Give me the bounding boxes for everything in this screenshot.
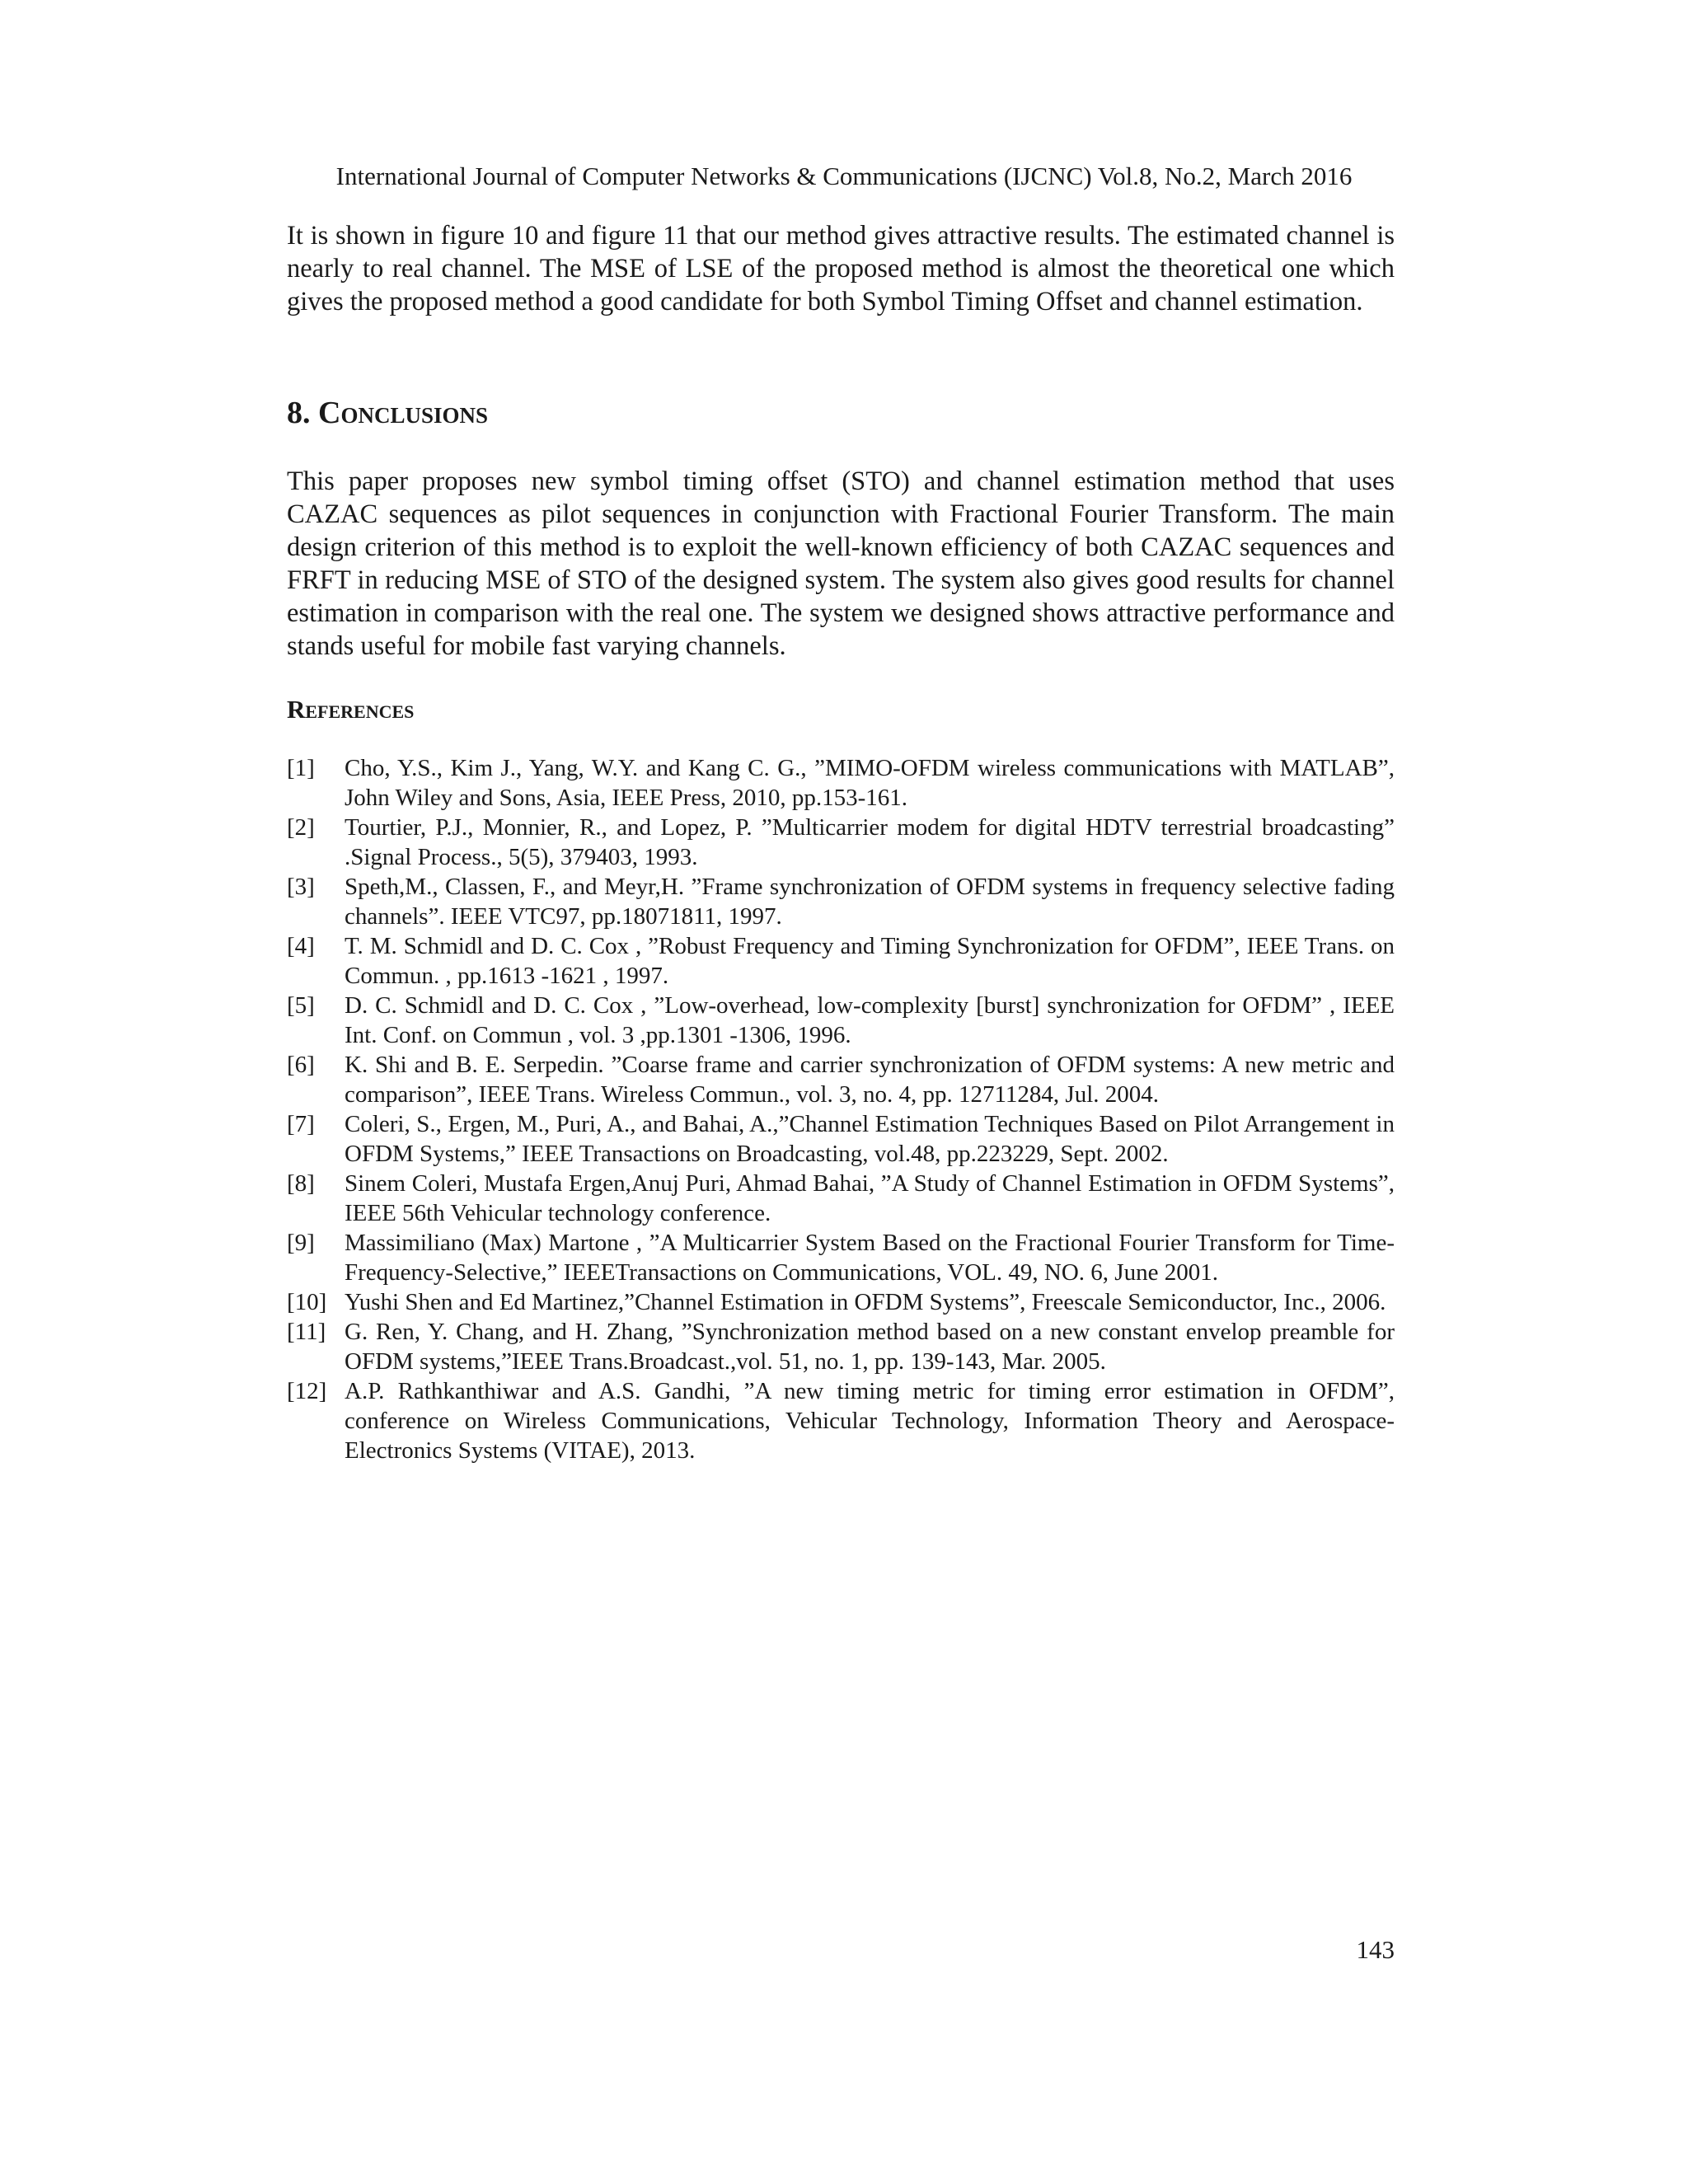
reference-item bbox=[287, 1287, 1395, 1317]
reference-number: [11] bbox=[287, 1319, 326, 1345]
reference-text: T. M. Schmidl and D. C. Cox , ”Robust Frequency and Timing Synchronization for OFDM”, IEEE Trans. on Commun. , pp.1613 -1621 , 1997. bbox=[345, 933, 1395, 989]
reference-text: K. Shi and B. E. Serpedin. ”Coarse frame and carrier synchronization of OFDM systems: A new metric and comparison”, IEEE Trans. Wireless Commun., vol. 3, no. 4, pp. 12711284, Jul. 2004. bbox=[345, 1052, 1395, 1108]
reference-item bbox=[287, 813, 1395, 872]
reference-item bbox=[287, 931, 1395, 991]
conclusions-heading: 8. Conclusions bbox=[287, 396, 488, 430]
reference-item bbox=[287, 1050, 1395, 1109]
conclusions-paragraph: This paper proposes new symbol timing offset (STO) and channel estimation method that uses CAZAC sequences as pilot sequences in conjunction with Fractional Fourier Transform. The main design criterion of this method is to exploit the well-known efficiency of both CAZAC sequences and FRFT in reducing MSE of STO of the designed system. The system also gives good results for channel estimation in comparison with the real one. The system we designed shows attractive performance and stands useful for mobile fast varying channels. bbox=[287, 466, 1395, 661]
reference-item bbox=[287, 991, 1395, 1050]
reference-number: [5] bbox=[287, 992, 315, 1019]
reference-item bbox=[287, 872, 1395, 931]
reference-text: D. C. Schmidl and D. C. Cox , ”Low-overhead, low-complexity [burst] synchronization for OFDM” , IEEE Int. Conf. on Commun , vol. 3 ,pp.1301 -1306, 1996. bbox=[345, 992, 1395, 1048]
reference-number: [8] bbox=[287, 1170, 315, 1197]
reference-number: [3] bbox=[287, 874, 315, 900]
reference-text: Cho, Y.S., Kim J., Yang, W.Y. and Kang C. G., ”MIMO-OFDM wireless communications with MATLAB”, John Wiley and Sons, Asia, IEEE Press, 2010, pp.153-161. bbox=[345, 755, 1395, 811]
reference-text: G. Ren, Y. Chang, and H. Zhang, ”Synchronization method based on a new constant envelop preamble for OFDM systems,”IEEE Trans.Broadcast.,vol. 51, no. 1, pp. 139-143, Mar. 2005. bbox=[345, 1319, 1395, 1375]
reference-item bbox=[287, 1109, 1395, 1169]
reference-text: Yushi Shen and Ed Martinez,”Channel Estimation in OFDM Systems”, Freescale Semiconductor, Inc., 2006. bbox=[345, 1289, 1386, 1315]
reference-number: [6] bbox=[287, 1052, 315, 1078]
references-list bbox=[287, 753, 1395, 1465]
reference-text: Sinem Coleri, Mustafa Ergen,Anuj Puri, Ahmad Bahai, ”A Study of Channel Estimation in OFDM Systems”, IEEE 56th Vehicular technology conference. bbox=[345, 1170, 1395, 1226]
reference-number: [1] bbox=[287, 755, 315, 781]
references-heading: References bbox=[287, 695, 415, 724]
page-number: 143 bbox=[1356, 1935, 1395, 1964]
reference-text: A.P. Rathkanthiwar and A.S. Gandhi, ”A new timing metric for timing error estimation in OFDM”, conference on Wireless Communications, Vehicular Technology, Information Theory and Aerospace-Electronics Systems (VITAE), 2013. bbox=[345, 1378, 1395, 1464]
reference-item bbox=[287, 753, 1395, 813]
reference-number: [12] bbox=[287, 1378, 327, 1404]
reference-number: [4] bbox=[287, 933, 315, 959]
running-header: International Journal of Computer Networks & Communications (IJCNC) Vol.8, No.2, March 2016 bbox=[335, 162, 1353, 190]
intro-paragraph: It is shown in figure 10 and figure 11 that our method gives attractive results. The estimated channel is nearly to real channel. The MSE of LSE of the proposed method is almost the theoretical one which gives the proposed method a good candidate for both Symbol Timing Offset and channel estimation. bbox=[287, 221, 1395, 316]
reference-item bbox=[287, 1169, 1395, 1228]
reference-number: [9] bbox=[287, 1230, 315, 1256]
reference-text: Speth,M., Classen, F., and Meyr,H. ”Frame synchronization of OFDM systems in frequency selective fading channels”. IEEE VTC97, pp.18071811, 1997. bbox=[345, 874, 1395, 930]
reference-item bbox=[287, 1228, 1395, 1287]
reference-text: Tourtier, P.J., Monnier, R., and Lopez, P. ”Multicarrier modem for digital HDTV terrestrial broadcasting” .Signal Process., 5(5), 379403, 1993. bbox=[345, 814, 1395, 870]
reference-text: Massimiliano (Max) Martone , ”A Multicarrier System Based on the Fractional Fourier Transform for Time-Frequency-Selective,” IEEETransactions on Communications, VOL. 49, NO. 6, June 2001. bbox=[345, 1230, 1395, 1286]
reference-number: [2] bbox=[287, 814, 315, 841]
reference-item bbox=[287, 1317, 1395, 1376]
reference-item bbox=[287, 1376, 1395, 1465]
reference-number: [7] bbox=[287, 1111, 315, 1137]
reference-number: [10] bbox=[287, 1289, 327, 1315]
reference-text: Coleri, S., Ergen, M., Puri, A., and Bahai, A.,”Channel Estimation Techniques Based on Pilot Arrangement in OFDM Systems,” IEEE Transactions on Broadcasting, vol.48, pp.223229, Sept. 2002. bbox=[345, 1111, 1395, 1167]
